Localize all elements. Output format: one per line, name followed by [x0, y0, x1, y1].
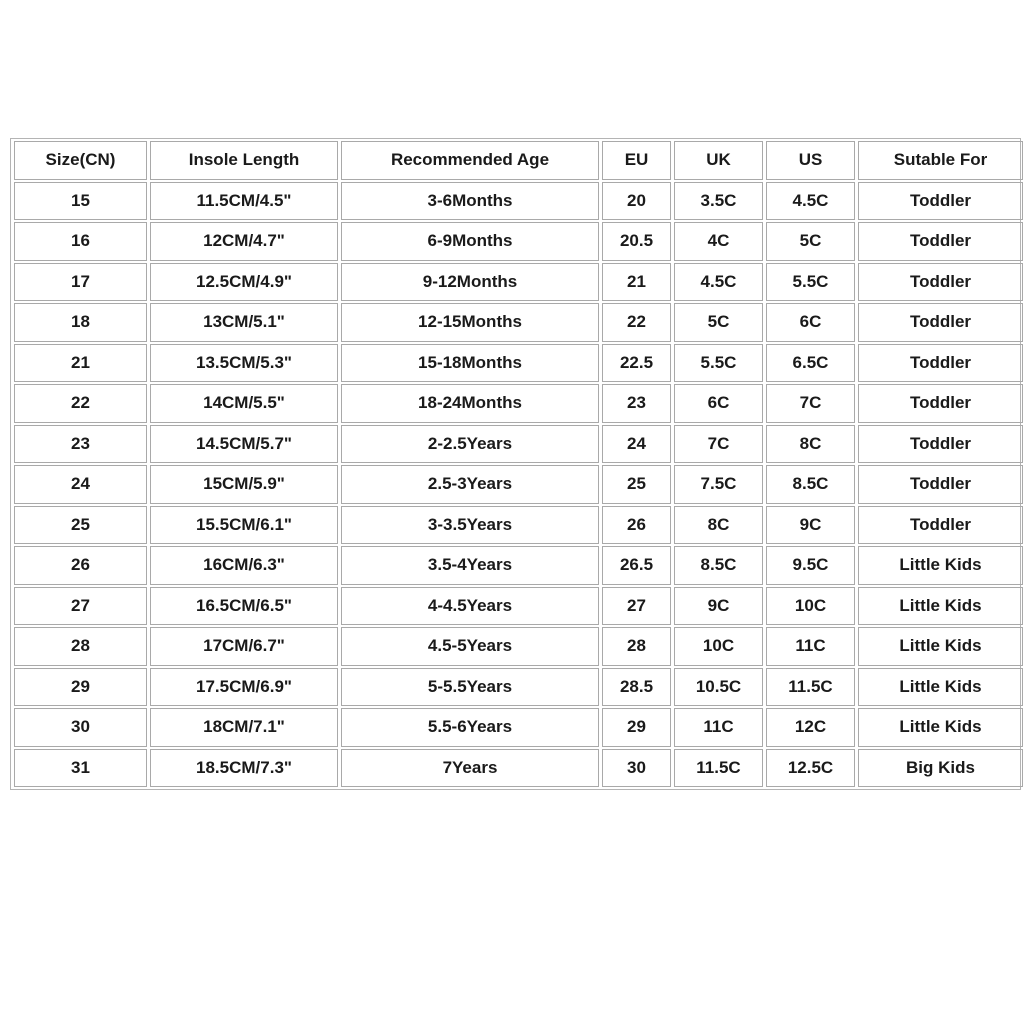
table-cell-us: 12.5C [766, 749, 855, 788]
table-cell-insole-length: 14CM/5.5" [150, 384, 338, 423]
table-cell-suitable-for: Toddler [858, 425, 1023, 464]
table-cell-size-cn: 26 [14, 546, 147, 585]
table-cell-eu: 20 [602, 182, 671, 221]
table-cell-insole-length: 16CM/6.3" [150, 546, 338, 585]
table-cell-insole-length: 15CM/5.9" [150, 465, 338, 504]
table-cell-recommended-age: 2.5-3Years [341, 465, 599, 504]
table-cell-uk: 8.5C [674, 546, 763, 585]
table-cell-us: 6.5C [766, 344, 855, 383]
table-cell-suitable-for: Little Kids [858, 668, 1023, 707]
table-cell-recommended-age: 2-2.5Years [341, 425, 599, 464]
table-cell-insole-length: 16.5CM/6.5" [150, 587, 338, 626]
table-cell-eu: 29 [602, 708, 671, 747]
table-cell-size-cn: 15 [14, 182, 147, 221]
table-cell-size-cn: 29 [14, 668, 147, 707]
table-cell-suitable-for: Little Kids [858, 627, 1023, 666]
header-recommended-age: Recommended Age [341, 141, 599, 180]
table-cell-size-cn: 22 [14, 384, 147, 423]
header-size-cn: Size(CN) [14, 141, 147, 180]
table-cell-size-cn: 25 [14, 506, 147, 545]
table-cell-insole-length: 12CM/4.7" [150, 222, 338, 261]
table-cell-suitable-for: Toddler [858, 344, 1023, 383]
table-cell-eu: 20.5 [602, 222, 671, 261]
table-cell-insole-length: 17CM/6.7" [150, 627, 338, 666]
table-cell-recommended-age: 5.5-6Years [341, 708, 599, 747]
table-cell-eu: 27 [602, 587, 671, 626]
table-cell-insole-length: 15.5CM/6.1" [150, 506, 338, 545]
table-cell-insole-length: 11.5CM/4.5" [150, 182, 338, 221]
table-cell-size-cn: 16 [14, 222, 147, 261]
table-cell-suitable-for: Toddler [858, 506, 1023, 545]
table-cell-suitable-for: Toddler [858, 222, 1023, 261]
table-cell-suitable-for: Little Kids [858, 708, 1023, 747]
table-cell-insole-length: 13CM/5.1" [150, 303, 338, 342]
table-cell-uk: 9C [674, 587, 763, 626]
table-cell-uk: 5C [674, 303, 763, 342]
table-cell-eu: 23 [602, 384, 671, 423]
table-cell-us: 12C [766, 708, 855, 747]
table-cell-size-cn: 17 [14, 263, 147, 302]
table-cell-uk: 8C [674, 506, 763, 545]
table-cell-recommended-age: 3-6Months [341, 182, 599, 221]
table-cell-suitable-for: Toddler [858, 465, 1023, 504]
table-cell-us: 7C [766, 384, 855, 423]
table-cell-suitable-for: Little Kids [858, 587, 1023, 626]
table-cell-recommended-age: 15-18Months [341, 344, 599, 383]
table-cell-suitable-for: Toddler [858, 182, 1023, 221]
table-cell-uk: 10.5C [674, 668, 763, 707]
table-cell-us: 10C [766, 587, 855, 626]
table-cell-us: 5C [766, 222, 855, 261]
table-cell-suitable-for: Toddler [858, 384, 1023, 423]
table-cell-us: 11C [766, 627, 855, 666]
table-cell-uk: 6C [674, 384, 763, 423]
table-cell-suitable-for: Little Kids [858, 546, 1023, 585]
size-chart-table [10, 138, 1021, 790]
table-cell-recommended-age: 18-24Months [341, 384, 599, 423]
table-cell-us: 6C [766, 303, 855, 342]
table-cell-recommended-age: 3-3.5Years [341, 506, 599, 545]
table-cell-eu: 28.5 [602, 668, 671, 707]
header-suitable-for: Sutable For [858, 141, 1023, 180]
table-cell-size-cn: 18 [14, 303, 147, 342]
table-cell-uk: 7C [674, 425, 763, 464]
table-cell-eu: 25 [602, 465, 671, 504]
header-us: US [766, 141, 855, 180]
table-cell-size-cn: 24 [14, 465, 147, 504]
table-cell-insole-length: 18CM/7.1" [150, 708, 338, 747]
table-cell-recommended-age: 6-9Months [341, 222, 599, 261]
table-cell-insole-length: 14.5CM/5.7" [150, 425, 338, 464]
table-cell-size-cn: 28 [14, 627, 147, 666]
table-cell-us: 11.5C [766, 668, 855, 707]
table-cell-insole-length: 12.5CM/4.9" [150, 263, 338, 302]
table-cell-insole-length: 13.5CM/5.3" [150, 344, 338, 383]
table-cell-size-cn: 31 [14, 749, 147, 788]
table-cell-uk: 4.5C [674, 263, 763, 302]
table-cell-recommended-age: 12-15Months [341, 303, 599, 342]
table-cell-uk: 11C [674, 708, 763, 747]
table-cell-size-cn: 27 [14, 587, 147, 626]
table-cell-uk: 7.5C [674, 465, 763, 504]
table-cell-eu: 21 [602, 263, 671, 302]
table-cell-uk: 3.5C [674, 182, 763, 221]
table-cell-eu: 30 [602, 749, 671, 788]
table-cell-uk: 5.5C [674, 344, 763, 383]
table-cell-eu: 26.5 [602, 546, 671, 585]
table-cell-eu: 26 [602, 506, 671, 545]
table-cell-recommended-age: 5-5.5Years [341, 668, 599, 707]
table-cell-uk: 10C [674, 627, 763, 666]
table-cell-suitable-for: Big Kids [858, 749, 1023, 788]
table-cell-suitable-for: Toddler [858, 263, 1023, 302]
table-cell-us: 8.5C [766, 465, 855, 504]
table-cell-us: 9.5C [766, 546, 855, 585]
table-cell-uk: 4C [674, 222, 763, 261]
table-cell-recommended-age: 9-12Months [341, 263, 599, 302]
table-cell-recommended-age: 4-4.5Years [341, 587, 599, 626]
table-cell-recommended-age: 7Years [341, 749, 599, 788]
table-cell-recommended-age: 3.5-4Years [341, 546, 599, 585]
table-cell-suitable-for: Toddler [858, 303, 1023, 342]
table-cell-uk: 11.5C [674, 749, 763, 788]
table-cell-us: 9C [766, 506, 855, 545]
table-cell-eu: 24 [602, 425, 671, 464]
table-cell-recommended-age: 4.5-5Years [341, 627, 599, 666]
table-cell-eu: 22.5 [602, 344, 671, 383]
table-cell-insole-length: 17.5CM/6.9" [150, 668, 338, 707]
table-cell-size-cn: 23 [14, 425, 147, 464]
header-uk: UK [674, 141, 763, 180]
table-cell-us: 4.5C [766, 182, 855, 221]
table-cell-insole-length: 18.5CM/7.3" [150, 749, 338, 788]
table-cell-size-cn: 30 [14, 708, 147, 747]
table-cell-size-cn: 21 [14, 344, 147, 383]
header-insole-length: Insole Length [150, 141, 338, 180]
table-cell-eu: 28 [602, 627, 671, 666]
table-cell-us: 8C [766, 425, 855, 464]
table-cell-eu: 22 [602, 303, 671, 342]
header-eu: EU [602, 141, 671, 180]
table-cell-us: 5.5C [766, 263, 855, 302]
